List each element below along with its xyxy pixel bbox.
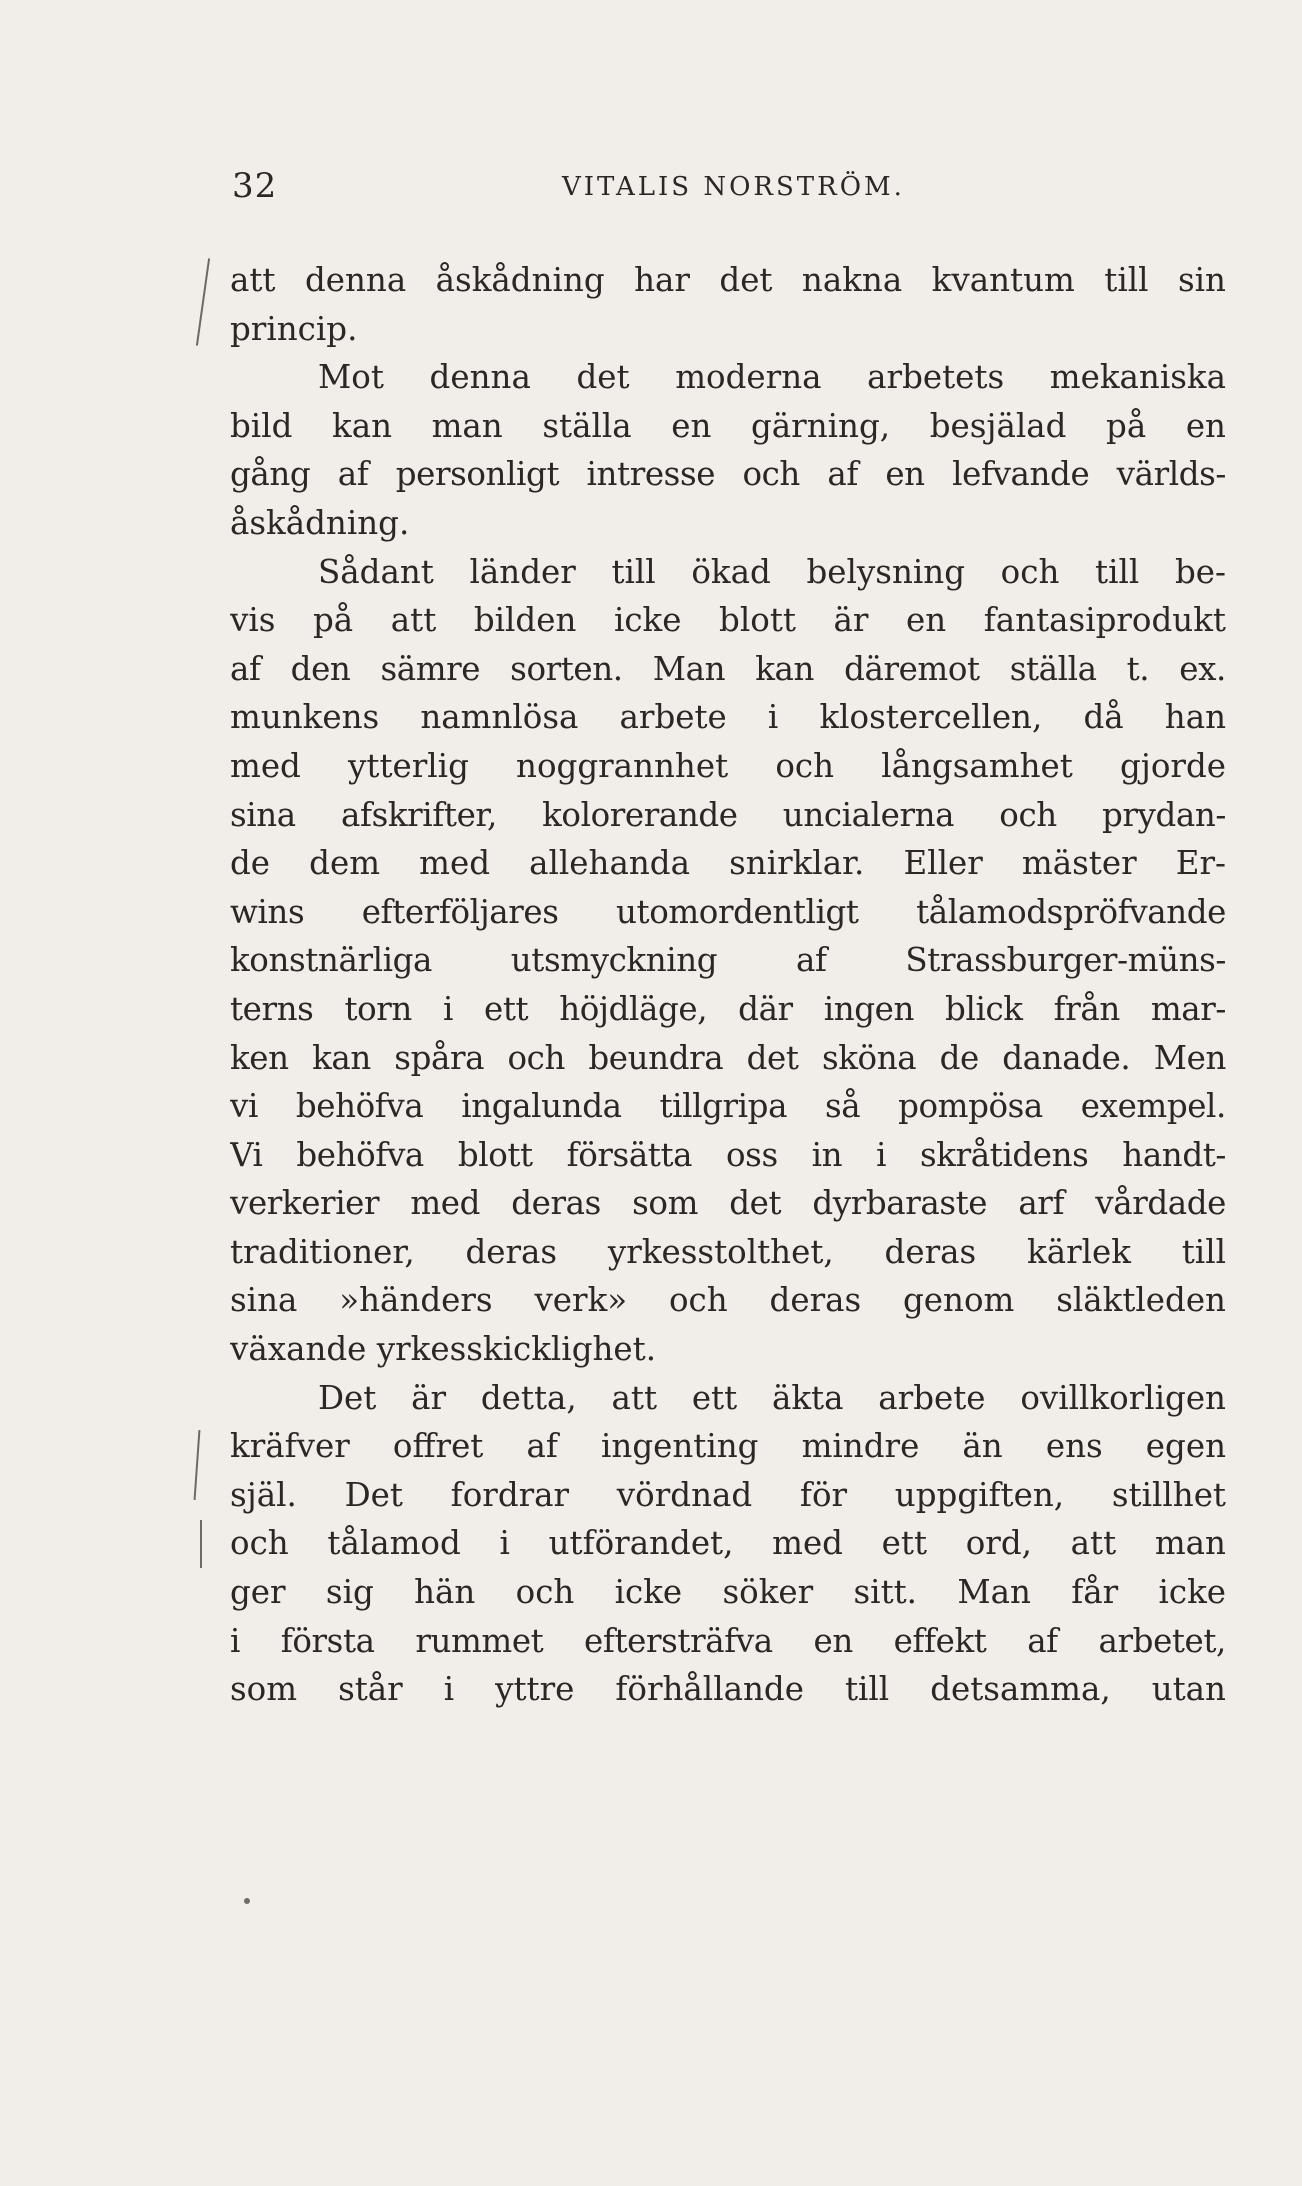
text-line: verkerier med deras som det dyrbaraste arf vårdade — [230, 1184, 1226, 1223]
text-line: att denna åskådning har det nakna kvantum till sin — [230, 261, 1226, 299]
text-line: gång af personligt intresse och af en lefvande världs- — [230, 455, 1226, 494]
text-line: traditioner, deras yrkesstolthet, deras kärlek till — [230, 1232, 1226, 1271]
text-line: själ. Det fordrar vördnad för uppgiften, stillhet — [230, 1475, 1226, 1514]
text-line: i första rummet eftersträfva en effekt af arbetet, — [230, 1621, 1226, 1660]
text-line: Vi behöfva blott försätta oss in i skråtidens handt- — [230, 1135, 1226, 1174]
text-line: konstnärliga utsmyckning af Strassburger-müns- — [230, 941, 1226, 980]
text-line: och tålamod i utförandet, med ett ord, att man — [230, 1524, 1226, 1563]
page-number: 32 — [232, 166, 278, 206]
margin-pencil-mark-lower — [200, 1520, 202, 1568]
text-line: vis på att bilden icke blott är en fantasiprodukt — [230, 601, 1226, 640]
text-line: terns torn i ett höjdläge, där ingen blick från mar- — [230, 989, 1226, 1028]
text-line: vi behöfva ingalunda tillgripa så pompösa exempel. — [230, 1087, 1226, 1126]
text-line: åskådning. — [230, 503, 410, 542]
text-line: ken kan spåra och beundra det sköna de danade. Men — [230, 1038, 1226, 1077]
text-line: växande yrkesskicklighet. — [230, 1330, 657, 1369]
text-line: ger sig hän och icke söker sitt. Man får icke — [230, 1573, 1226, 1612]
running-title: VITALIS NORSTRÖM. — [562, 172, 905, 202]
body-text — [230, 256, 1226, 1714]
text-line: sina afskrifter, kolorerande uncialerna och prydan- — [230, 795, 1226, 834]
margin-pencil-mark-middle — [194, 1430, 201, 1500]
text-line: wins efterföljares utomordentligt tålamodspröfvande — [230, 892, 1226, 931]
text-line: som står i yttre förhållande till detsamma, utan — [230, 1670, 1226, 1709]
running-head — [232, 166, 1224, 210]
text-line: de dem med allehanda snirklar. Eller mäster Er- — [230, 844, 1226, 883]
text-line: med ytterlig noggrannhet och långsamhet gjorde — [230, 746, 1226, 785]
text-line: Sådant länder till ökad belysning och till be- — [318, 552, 1226, 591]
text-line: Mot denna det moderna arbetets mekaniska — [318, 358, 1226, 397]
text-line: munkens namnlösa arbete i klostercellen, då han — [230, 698, 1226, 737]
text-line: kräfver offret af ingenting mindre än ens egen — [230, 1427, 1226, 1466]
text-line: princip. — [230, 309, 358, 348]
text-line: af den sämre sorten. Man kan däremot ställa t. ex. — [230, 649, 1226, 688]
paper-speck — [244, 1898, 250, 1904]
text-line: bild kan man ställa en gärning, besjälad på en — [230, 406, 1226, 445]
text-line: sina »händers verk» och deras genom släktleden — [230, 1281, 1226, 1320]
margin-pencil-mark-top — [196, 258, 210, 345]
text-line: Det är detta, att ett äkta arbete ovillkorligen — [318, 1378, 1226, 1417]
